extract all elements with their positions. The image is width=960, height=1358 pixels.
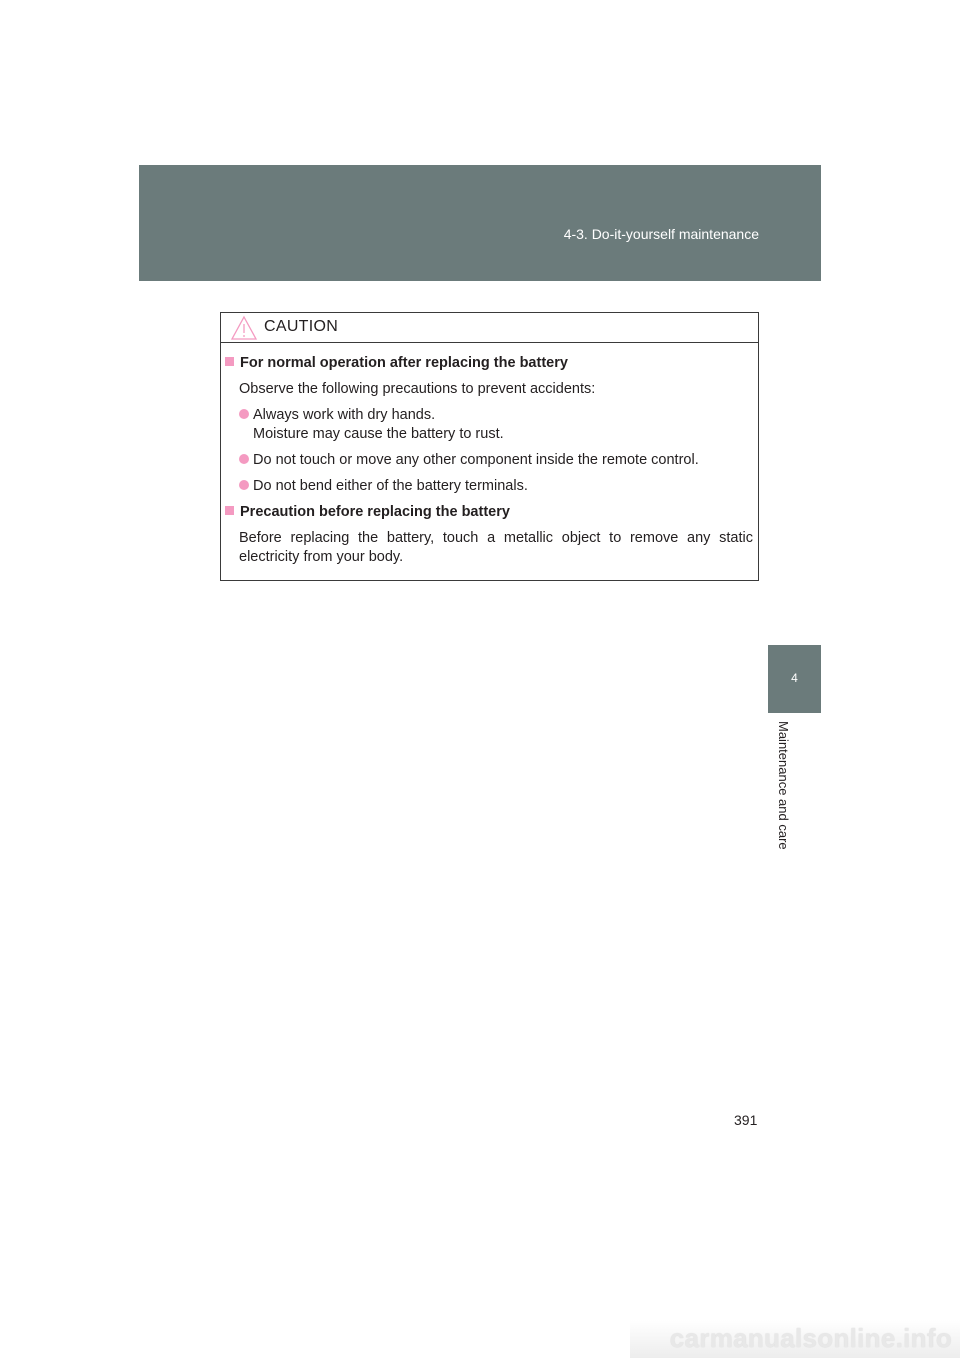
caution-header [221,313,758,343]
section-header-band [139,165,821,281]
warning-triangle-icon [230,315,258,341]
list-item-continuation: Moisture may cause the battery to rust. [253,426,504,442]
caution-title: CAUTION [264,318,339,335]
list-item: Do not bend either of the battery terminals. [239,476,528,496]
caution-box [220,312,759,581]
watermark-text: carmanualsonline.info [669,1323,952,1353]
section-body-continuation: electricity from your body. [239,549,404,565]
chapter-label-tab [768,713,821,888]
list-item: Do not touch or move any other component inside the remote control. [239,450,699,470]
list-item: Always work with dry hands. [239,405,435,425]
round-bullet-icon [239,480,249,490]
round-bullet-icon [239,454,249,464]
chapter-label: Maintenance and care [776,721,791,850]
section-title: 4-3. Do-it-yourself maintenance [563,226,759,242]
chapter-tab [768,645,821,713]
chapter-number: 4 [791,671,798,685]
square-bullet-icon [225,506,234,515]
round-bullet-icon [239,409,249,419]
section-heading: Precaution before replacing the battery [225,502,510,522]
section-heading: For normal operation after replacing the battery [225,353,568,373]
section-intro: Observe the following precautions to prevent accidents: [239,381,596,397]
page-number: 391 [734,1112,758,1128]
section-body: Before replacing the battery, touch a metallic object to remove any static [239,530,753,546]
watermark [630,1320,960,1358]
square-bullet-icon [225,357,234,366]
